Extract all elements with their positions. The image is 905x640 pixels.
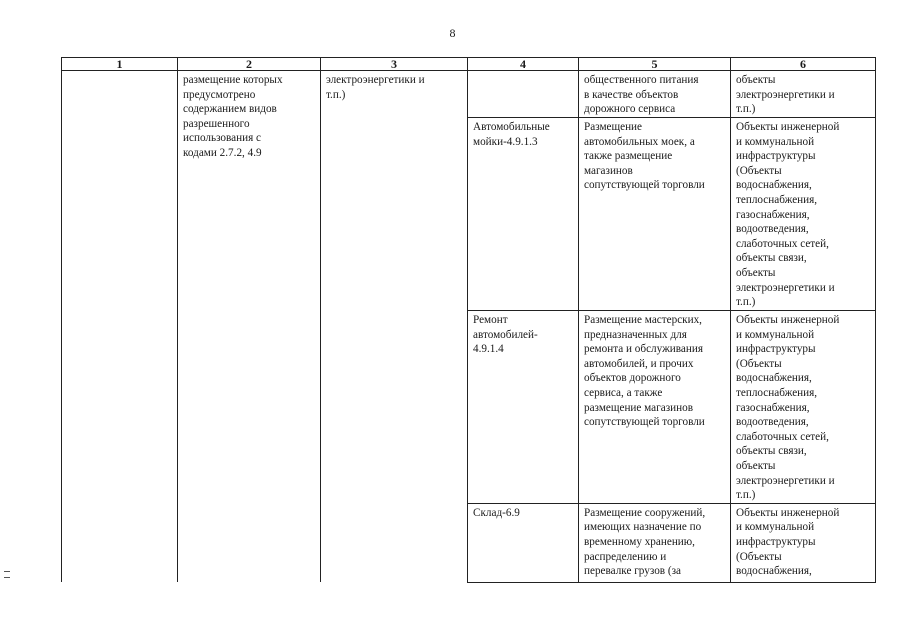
table-row bbox=[62, 71, 876, 118]
text-line: теплоснабжения, bbox=[736, 386, 818, 399]
text-line: временному хранению, bbox=[584, 535, 695, 548]
text-line: и коммунальной bbox=[736, 135, 815, 148]
cell-col1 bbox=[62, 71, 178, 583]
cell-col3 bbox=[321, 71, 468, 583]
text-line: (Объекты bbox=[736, 357, 782, 370]
page-number: 8 bbox=[449, 26, 456, 40]
cell-col5 bbox=[579, 71, 731, 118]
text-line: автомобилей, и прочих bbox=[584, 357, 694, 370]
text-line: имеющих назначение по bbox=[584, 521, 702, 534]
text-line: Автомобильные bbox=[473, 121, 550, 133]
text-line: инфраструктуры bbox=[736, 150, 816, 163]
text-line: перевалке грузов (за bbox=[584, 565, 681, 578]
text-line: газоснабжения, bbox=[736, 401, 810, 414]
cell-col5 bbox=[579, 503, 731, 582]
margin-binding-mark bbox=[4, 571, 10, 578]
cell-col5 bbox=[579, 118, 731, 311]
text-line: кодами 2.7.2, 4.9 bbox=[183, 146, 262, 159]
text-line: водоснабжения, bbox=[736, 565, 812, 578]
text-line: т.п.) bbox=[736, 103, 756, 116]
column-header-5: 5 bbox=[579, 58, 731, 71]
text-line: автомобилей- bbox=[473, 328, 538, 341]
cell-col4 bbox=[468, 311, 579, 504]
text-line: сопутствующей торговли bbox=[584, 179, 705, 192]
text-line: мойки-4.9.1.3 bbox=[473, 135, 538, 148]
text-line: электроэнергетики и bbox=[736, 474, 835, 487]
text-line: слаботочных сетей, bbox=[736, 237, 829, 250]
text-line: Ремонт bbox=[473, 314, 508, 326]
text-line: теплоснабжения, bbox=[736, 193, 818, 206]
text-line: распределению и bbox=[584, 550, 667, 563]
text-line: Размещение сооружений, bbox=[584, 506, 706, 519]
text-line: водоснабжения, bbox=[736, 372, 812, 385]
text-line: инфраструктуры bbox=[736, 535, 816, 548]
header-row bbox=[62, 58, 876, 71]
column-header-6: 6 bbox=[731, 58, 876, 71]
text-line: объекты связи, bbox=[736, 252, 807, 265]
cell-col6 bbox=[731, 118, 876, 311]
cell-col5 bbox=[579, 311, 731, 504]
text-line: также размещение bbox=[584, 150, 673, 163]
text-line: Объекты инженерной bbox=[736, 121, 840, 133]
text-line: размещение которых bbox=[183, 74, 283, 86]
column-header-4: 4 bbox=[468, 58, 579, 71]
text-line: т.п.) bbox=[736, 296, 756, 309]
text-line: водоснабжения, bbox=[736, 179, 812, 192]
text-line: электроэнергетики и bbox=[736, 281, 835, 294]
column-header-3: 3 bbox=[321, 58, 468, 71]
cell-col6 bbox=[731, 311, 876, 504]
text-line: слаботочных сетей, bbox=[736, 430, 829, 443]
text-line: инфраструктуры bbox=[736, 343, 816, 356]
text-line: разрешенного bbox=[183, 117, 250, 130]
text-line: предусмотрено bbox=[183, 88, 256, 101]
cell-col2 bbox=[178, 71, 321, 583]
text-line: сопутствующей торговли bbox=[584, 416, 705, 429]
text-line: 4.9.1.4 bbox=[473, 343, 504, 356]
text-line: (Объекты bbox=[736, 550, 782, 563]
text-line: Размещение bbox=[584, 121, 643, 133]
text-line: и коммунальной bbox=[736, 328, 815, 341]
text-line: автомобильных моек, а bbox=[584, 135, 695, 148]
cell-col4 bbox=[468, 118, 579, 311]
text-line: (Объекты bbox=[736, 164, 782, 177]
text-line: электроэнергетики и bbox=[736, 88, 835, 101]
text-line: водоотведения, bbox=[736, 223, 809, 236]
text-line: Объекты инженерной bbox=[736, 314, 840, 326]
text-line: Объекты инженерной bbox=[736, 506, 840, 519]
text-line: дорожного сервиса bbox=[584, 103, 676, 116]
cell-col6 bbox=[731, 71, 876, 118]
text-line: объекты bbox=[736, 74, 776, 86]
text-line: водоотведения, bbox=[736, 416, 809, 429]
text-line: сервиса, а также bbox=[584, 386, 663, 399]
text-line: Склад-6.9 bbox=[473, 506, 520, 519]
cell-col6 bbox=[731, 503, 876, 582]
text-line: т.п.) bbox=[736, 489, 756, 502]
text-line: газоснабжения, bbox=[736, 208, 810, 221]
text-line: объекты bbox=[736, 266, 776, 279]
text-line: в качестве объектов bbox=[584, 88, 679, 101]
column-header-2: 2 bbox=[178, 58, 321, 71]
text-line: объектов дорожного bbox=[584, 372, 681, 385]
text-line: использования с bbox=[183, 132, 262, 145]
text-line: и коммунальной bbox=[736, 521, 815, 534]
text-line: объекты связи, bbox=[736, 445, 807, 458]
text-line: общественного питания bbox=[584, 74, 699, 86]
text-line: содержанием видов bbox=[183, 103, 277, 116]
cell-col4 bbox=[468, 71, 579, 118]
text-line: предназначенных для bbox=[584, 328, 687, 341]
cell-col4 bbox=[468, 503, 579, 582]
text-line: магазинов bbox=[584, 164, 633, 177]
text-line: ремонта и обслуживания bbox=[584, 343, 704, 356]
column-header-1: 1 bbox=[62, 58, 178, 71]
text-line: т.п.) bbox=[326, 88, 346, 101]
text-line: Размещение мастерских, bbox=[584, 314, 702, 326]
land-use-table bbox=[61, 57, 876, 583]
text-line: электроэнергетики и bbox=[326, 74, 425, 86]
text-line: размещение магазинов bbox=[584, 401, 693, 414]
text-line: объекты bbox=[736, 459, 776, 472]
